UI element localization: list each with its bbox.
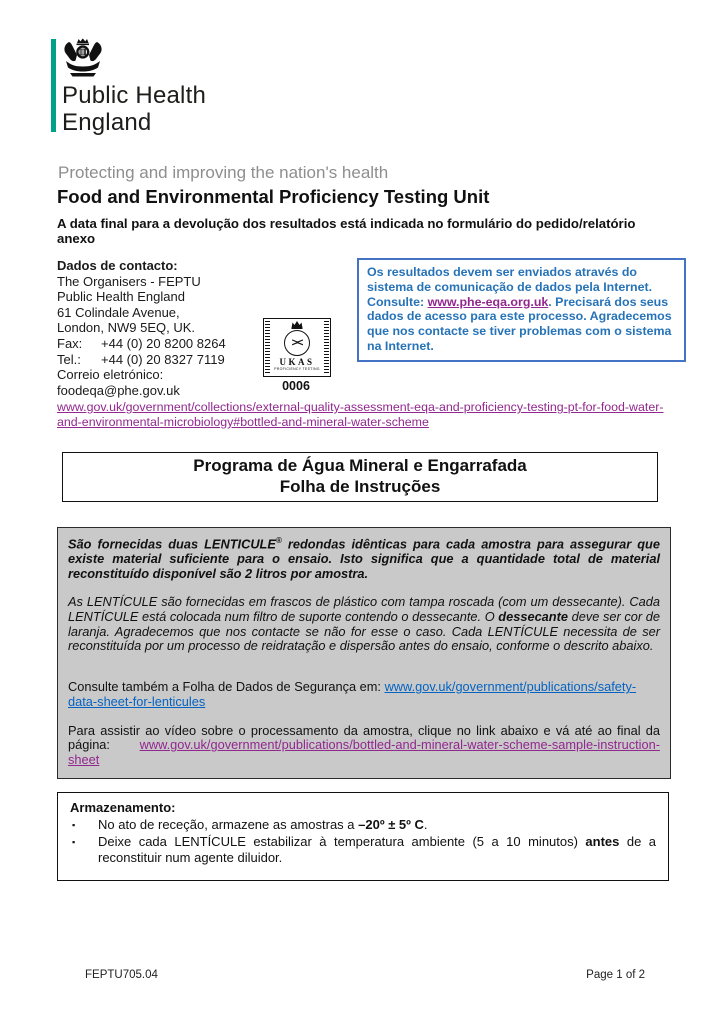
crown-icon bbox=[290, 320, 304, 329]
page-number: Page 1 of 2 bbox=[586, 969, 645, 981]
internet-notice-text-after: . Precisará dos seus dados de acesso para este processo. Agradecemos que nos contacte se tiver problemas com o sistema na Internet. bbox=[367, 294, 672, 353]
safety-data-sheet-link[interactable]: www.gov.uk/government/publications/safety-data-sheet-for-lenticules bbox=[68, 679, 637, 709]
internet-results-notice bbox=[357, 258, 686, 362]
ukas-name: UKAS bbox=[279, 357, 315, 367]
org-name-line1: Public Health bbox=[62, 82, 207, 109]
contact-fax: Fax: +44 (0) 20 8200 8264 bbox=[57, 335, 226, 351]
document-reference: FEPTU705.04 bbox=[85, 969, 158, 981]
storage-box bbox=[57, 792, 669, 881]
contact-email-label: Correio eletrónico: bbox=[57, 367, 164, 383]
internet-notice-text-before: Os resultados devem ser enviados através do sistema de comunicação de dados pela Internet. Consulte: bbox=[367, 265, 653, 309]
phe-teal-bar bbox=[51, 39, 56, 132]
ukas-symbol-icon: >< bbox=[284, 330, 310, 356]
sample-video-link[interactable]: www.gov.uk/government/publications/bottled-and-mineral-water-scheme-sample-instruction-sheet bbox=[68, 737, 660, 767]
org-name-line2: England bbox=[62, 109, 152, 136]
scheme-title-line1: Programa de Água Mineral e Engarrafada bbox=[193, 456, 527, 475]
ukas-subtitle: PROFICIENCY TESTING bbox=[274, 367, 320, 371]
storage-heading: Armazenamento: bbox=[70, 800, 176, 815]
info-paragraph-2: As LENTÍCULE são fornecidas em frascos de plástico com tampa roscada (com um dessecante). Cada LENTÍCULE está colocada num filtro de suporte contendo o dessecante. O dessecante deve ser cor de laranja. Agradecemos que nos contacte se não for esse o caso. Cada LENTÍCULE necessita de ser reconstituída por um processo de reidratação e dispersão antes do ensaio, conforme o descrito abaixo. bbox=[68, 594, 660, 654]
ukas-ticks-left bbox=[265, 321, 270, 374]
deadline-note: A data final para a devolução dos resultados está indicada no formulário do pedido/relatório anexo bbox=[57, 216, 636, 246]
storage-item-1: ▪ No ato de receção, armazene as amostras a –20º ± 5º C. bbox=[72, 817, 428, 832]
tagline: Protecting and improving the nation's health bbox=[58, 163, 389, 182]
contact-tel: Tel.: +44 (0) 20 8327 7119 bbox=[57, 351, 225, 367]
collection-url-wrap bbox=[57, 400, 679, 429]
contact-heading: Dados de contacto: bbox=[57, 258, 178, 273]
royal-crest-icon bbox=[60, 37, 106, 79]
contact-email-value: foodeqa@phe.gov.uk bbox=[57, 382, 180, 398]
storage-item-2: ▪ Deixe cada LENTÍCULE estabilizar à temperatura ambiente (5 a 10 minutos) antes de a reconstituir num agente diluidor. bbox=[72, 834, 656, 865]
square-bullet-icon: ▪ bbox=[72, 837, 76, 847]
collection-url-link[interactable]: www.gov.uk/government/collections/external-quality-assessment-eqa-and-proficiency-testing-pt-for-food-water-and-environmental-microbiology#bottled-and-mineral-water-scheme bbox=[57, 400, 664, 429]
scheme-title-box bbox=[62, 452, 658, 502]
contact-line: Public Health England bbox=[57, 289, 185, 305]
info-paragraph-1: São fornecidas duas LENTICULE® redondas idênticas para cada amostra para assegurar que existe material suficiente para o ensaio. Isto significa que a quantidade total de material reconstituído disponível são 2 litros por amostra. bbox=[68, 536, 660, 581]
unit-title: Food and Environmental Proficiency Testing Unit bbox=[57, 186, 490, 207]
org-name bbox=[62, 82, 206, 136]
info-paragraph-safety: Consulte também a Folha de Dados de Segurança em: www.gov.uk/government/publications/safety-data-sheet-for-lenticules bbox=[68, 679, 637, 709]
contact-line: The Organisers - FEPTU bbox=[57, 273, 201, 289]
scheme-title-line2: Folha de Instruções bbox=[279, 477, 441, 496]
contact-line: 61 Colindale Avenue, bbox=[57, 304, 180, 320]
square-bullet-icon: ▪ bbox=[72, 820, 76, 830]
sample-info-box bbox=[57, 527, 671, 779]
registered-mark: ® bbox=[275, 536, 282, 545]
ukas-number: 0006 bbox=[282, 379, 310, 393]
ukas-ticks-right bbox=[324, 321, 329, 374]
contact-line: London, NW9 5EQ, UK. bbox=[57, 320, 196, 336]
phe-eqa-link[interactable]: www.phe-eqa.org.uk bbox=[427, 294, 549, 309]
ukas-mark bbox=[263, 318, 331, 377]
info-paragraph-video: Para assistir ao vídeo sobre o processamento da amostra, clique no link abaixo e vá até ao final da página: www.gov.uk/government/publications/bottled-and-mineral-water-scheme-sample-instruction-sheet bbox=[68, 722, 660, 767]
